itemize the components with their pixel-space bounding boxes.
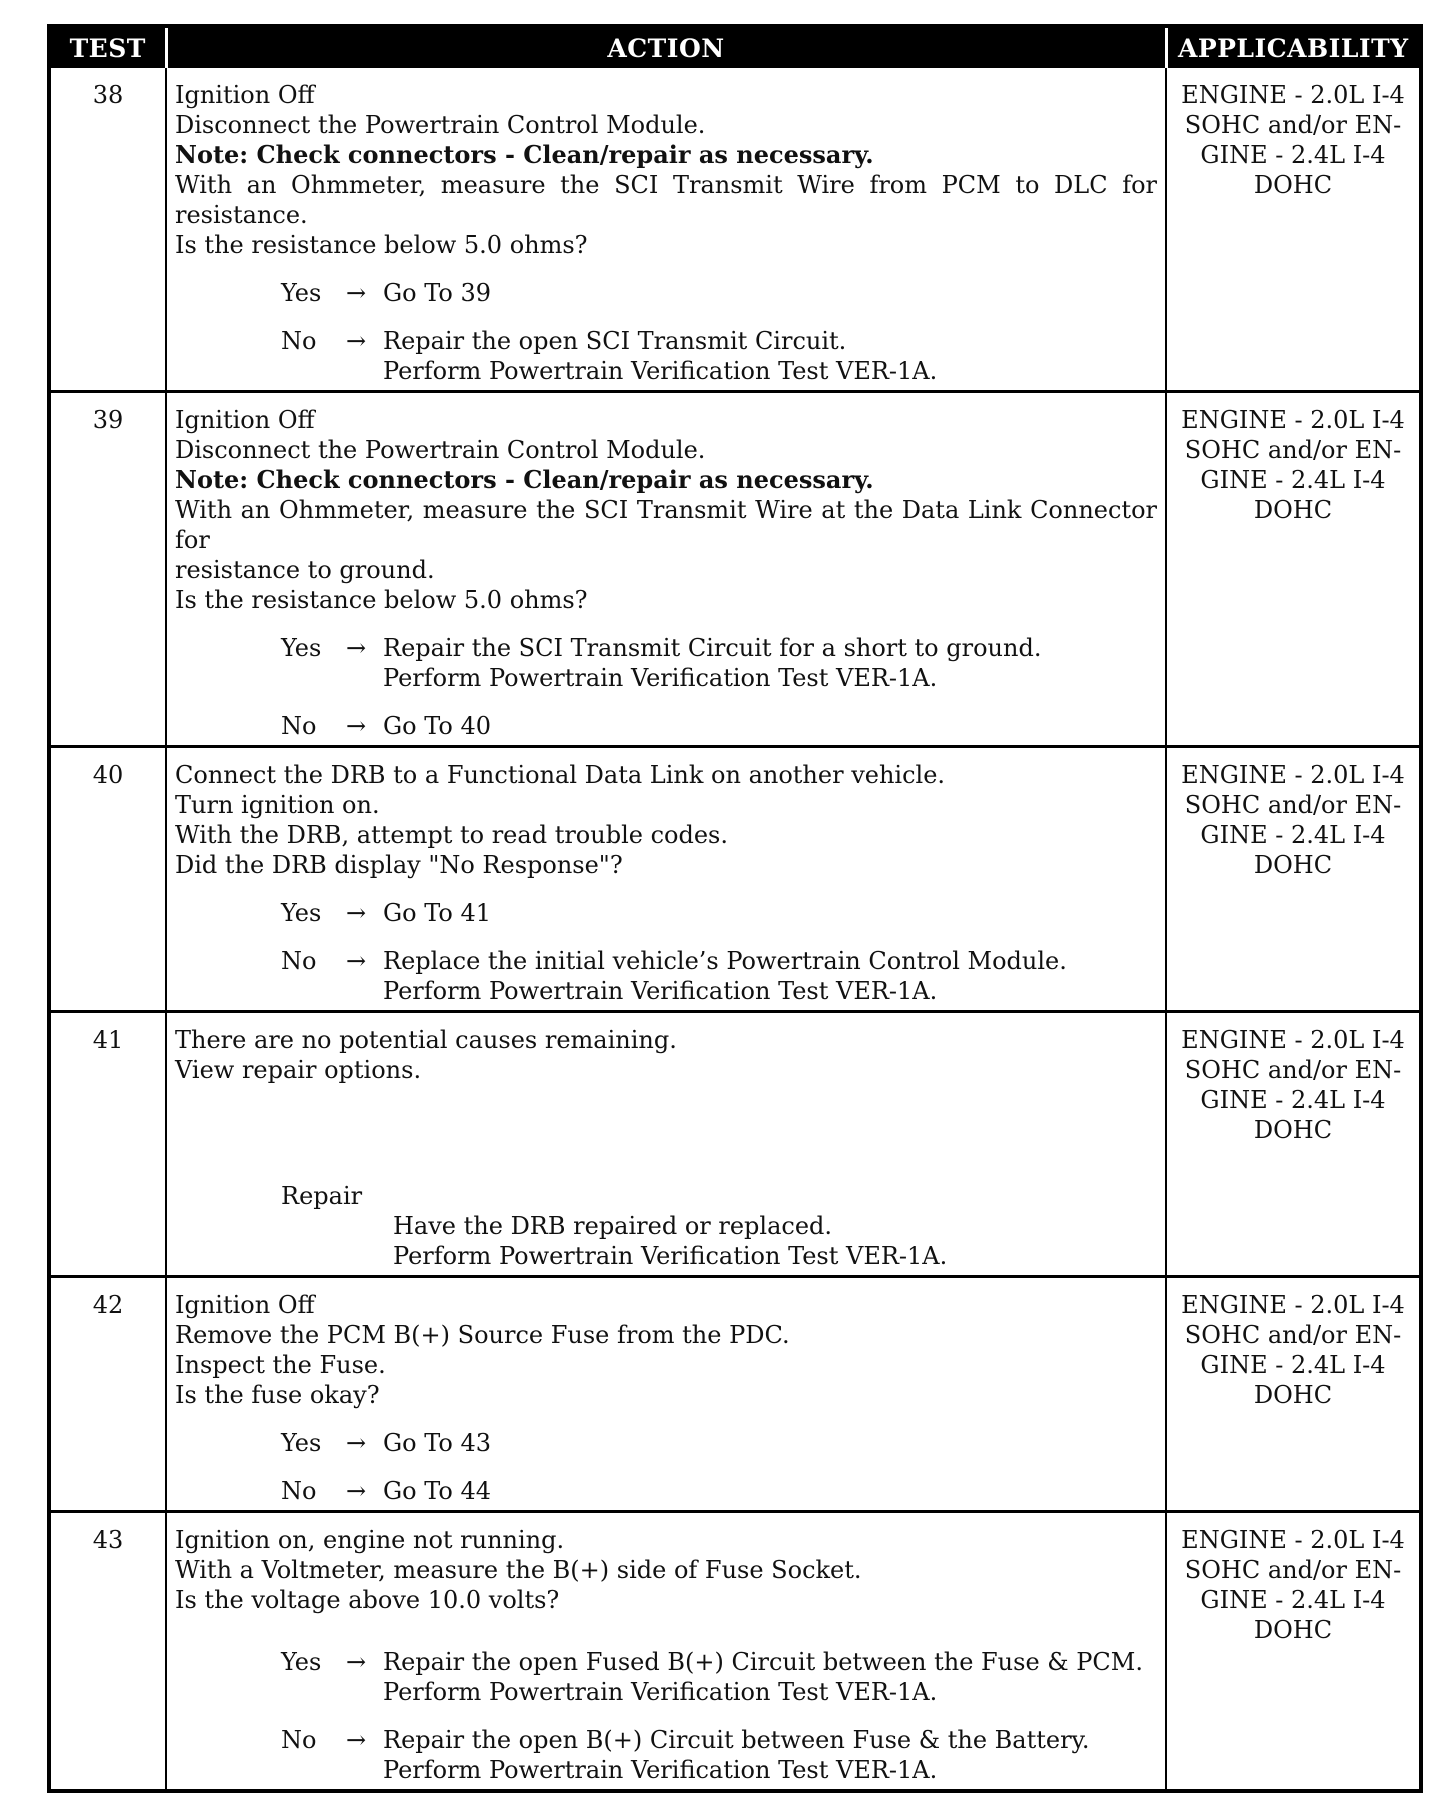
arrow-right-icon: → — [345, 712, 367, 740]
option-result — [383, 1647, 1143, 1707]
option-yes — [281, 278, 1157, 308]
arrow-right-icon: → — [345, 327, 367, 355]
option-no — [281, 711, 1157, 741]
option-yes — [281, 898, 1157, 928]
option-yes — [281, 633, 1157, 693]
applicability-line: DOHC — [1253, 1381, 1333, 1409]
option-result-line: Perform Powertrain Verification Test VER-1A. — [383, 1678, 938, 1706]
applicability-cell — [1166, 1277, 1419, 1512]
spacer — [175, 1615, 1157, 1629]
arrow-right-icon: → — [345, 1477, 367, 1505]
note-line: Note: Check connectors - Clean/repair as necessary. — [175, 465, 874, 494]
applicability-line: GINE - 2.4L I-4 — [1200, 1351, 1386, 1379]
action-line: Disconnect the Powertrain Control Module. — [175, 436, 706, 464]
test-number: 38 — [92, 81, 124, 109]
arrow-right-icon: → — [345, 279, 367, 307]
applicability-line: SOHC and/or EN- — [1184, 436, 1402, 464]
arrow-right-icon: → — [345, 899, 367, 927]
applicability-line: DOHC — [1253, 496, 1333, 524]
applicability-line: SOHC and/or EN- — [1184, 1556, 1402, 1584]
option-result-line: Repair the open Fused B(+) Circuit between the Fuse & PCM. — [383, 1648, 1143, 1676]
option-label: No — [281, 1726, 317, 1754]
option-no — [281, 1476, 1157, 1506]
table-row — [51, 747, 1419, 1012]
action-line: There are no potential causes remaining. — [175, 1026, 677, 1054]
applicability-line: DOHC — [1253, 171, 1333, 199]
option-label: Yes — [281, 1429, 322, 1457]
option-result — [383, 898, 491, 928]
applicability-line: DOHC — [1253, 1616, 1333, 1644]
applicability-line: SOHC and/or EN- — [1184, 111, 1402, 139]
option-result — [383, 711, 491, 741]
action-line: Did the DRB display "No Response"? — [175, 851, 623, 879]
repair-label: Repair — [281, 1182, 363, 1210]
action-cell — [166, 1277, 1166, 1512]
applicability-line: SOHC and/or EN- — [1184, 1321, 1402, 1349]
action-line: Connect the DRB to a Functional Data Link on another vehicle. — [175, 761, 946, 789]
test-number: 39 — [51, 392, 166, 747]
option-label: No — [281, 712, 317, 740]
action-line: Remove the PCM B(+) Source Fuse from the PDC. — [175, 1321, 790, 1349]
option-result — [383, 326, 937, 386]
option-result-line: Go To 41 — [383, 899, 492, 927]
option-label: No — [281, 1477, 317, 1505]
action-line: Is the fuse okay? — [175, 1381, 380, 1409]
option-no — [281, 946, 1157, 1006]
arrow-right-icon: → — [345, 947, 367, 975]
table-row — [51, 392, 1419, 747]
option-result-line: Go To 43 — [383, 1429, 492, 1457]
applicability-line: ENGINE - 2.0L I-4 — [1181, 81, 1405, 109]
applicability-line: ENGINE - 2.0L I-4 — [1181, 1291, 1405, 1319]
option-result-line: Replace the initial vehicle’s Powertrain Control Module. — [383, 947, 1067, 975]
action-line: Ignition Off — [175, 1291, 315, 1319]
action-line: Ignition Off — [175, 406, 315, 434]
header-test: TEST — [51, 28, 166, 68]
applicability-line: DOHC — [1253, 851, 1333, 879]
action-line: With an Ohmmeter, measure the SCI Transmit Wire from PCM to DLC for — [175, 171, 1157, 199]
applicability-line: ENGINE - 2.0L I-4 — [1181, 1526, 1405, 1554]
option-result-line: Go To 44 — [383, 1477, 492, 1505]
action-line: Turn ignition on. — [175, 791, 380, 819]
option-result — [383, 1725, 1090, 1785]
repair-result-line: Have the DRB repaired or replaced. — [393, 1212, 833, 1240]
repair-result-line: Perform Powertrain Verification Test VER-1A. — [393, 1242, 948, 1270]
option-result-line: Perform Powertrain Verification Test VER-1A. — [383, 977, 938, 1005]
option-result — [383, 278, 491, 308]
option-result-line: Go To 40 — [383, 712, 492, 740]
applicability-line: GINE - 2.4L I-4 — [1200, 1586, 1386, 1614]
action-line: With an Ohmmeter, measure the SCI Transmit Wire at the Data Link Connector for — [175, 496, 1157, 554]
test-number: 42 — [51, 1277, 166, 1512]
option-label: Yes — [281, 634, 322, 662]
option-label: Yes — [281, 279, 322, 307]
option-label: No — [281, 327, 317, 355]
arrow-right-icon: → — [345, 1648, 367, 1676]
option-result-line: Go To 39 — [383, 279, 492, 307]
action-line: Is the resistance below 5.0 ohms? — [175, 586, 588, 614]
action-line: Disconnect the Powertrain Control Module. — [175, 111, 706, 139]
applicability-line: SOHC and/or EN- — [1184, 791, 1402, 819]
option-label: No — [281, 947, 317, 975]
repair-result — [393, 1211, 1157, 1271]
applicability-line: GINE - 2.4L I-4 — [1200, 466, 1386, 494]
applicability-line: GINE - 2.4L I-4 — [1200, 1086, 1386, 1114]
action-line: Inspect the Fuse. — [175, 1351, 386, 1379]
header-applicability: APPLICABILITY — [1166, 28, 1419, 68]
test-number: 41 — [51, 1012, 166, 1277]
arrow-right-icon: → — [345, 1726, 367, 1754]
action-line: resistance to ground. — [175, 556, 435, 584]
applicability-cell — [1166, 392, 1419, 747]
applicability-line: GINE - 2.4L I-4 — [1200, 141, 1386, 169]
table-row — [51, 1277, 1419, 1512]
applicability-line: GINE - 2.4L I-4 — [1200, 821, 1386, 849]
applicability-line: SOHC and/or EN- — [1184, 1056, 1402, 1084]
applicability-cell — [1166, 1512, 1419, 1790]
applicability-cell — [1166, 747, 1419, 1012]
option-result — [383, 946, 1067, 1006]
action-cell — [166, 1512, 1166, 1790]
action-cell — [166, 68, 1166, 392]
table-row — [51, 1512, 1419, 1790]
action-cell — [166, 747, 1166, 1012]
option-result — [383, 1428, 491, 1458]
action-line: With a Voltmeter, measure the B(+) side of Fuse Socket. — [175, 1556, 862, 1584]
applicability-line: ENGINE - 2.0L I-4 — [1181, 761, 1405, 789]
applicability-cell — [1166, 1012, 1419, 1277]
option-yes — [281, 1428, 1157, 1458]
test-table — [51, 28, 1419, 1789]
option-no — [281, 1725, 1157, 1785]
option-label: Yes — [281, 899, 322, 927]
option-result — [383, 1476, 491, 1506]
action-line: resistance. — [175, 201, 308, 229]
table-row — [51, 68, 1419, 392]
option-result — [383, 633, 1041, 693]
header-action: ACTION — [166, 28, 1166, 68]
action-line: Is the voltage above 10.0 volts? — [175, 1586, 560, 1614]
option-yes — [281, 1647, 1157, 1707]
table-row — [51, 1012, 1419, 1277]
table-header-row — [51, 28, 1419, 68]
action-cell — [166, 1012, 1166, 1277]
applicability-line: DOHC — [1253, 1116, 1333, 1144]
arrow-right-icon: → — [345, 634, 367, 662]
option-result-line: Repair the open SCI Transmit Circuit. — [383, 327, 847, 355]
option-result-line: Repair the open B(+) Circuit between Fuse & the Battery. — [383, 1726, 1090, 1754]
option-result-line: Perform Powertrain Verification Test VER-1A. — [383, 1756, 938, 1784]
option-no — [281, 326, 1157, 386]
option-result-line: Repair the SCI Transmit Circuit for a short to ground. — [383, 634, 1042, 662]
action-line: View repair options. — [175, 1056, 422, 1084]
action-line: With the DRB, attempt to read trouble codes. — [175, 821, 728, 849]
applicability-line: ENGINE - 2.0L I-4 — [1181, 406, 1405, 434]
note-line: Note: Check connectors - Clean/repair as necessary. — [175, 140, 874, 169]
action-cell — [166, 392, 1166, 747]
action-line: Ignition on, engine not running. — [175, 1526, 565, 1554]
diagnostic-test-table — [47, 24, 1423, 1793]
applicability-line: ENGINE - 2.0L I-4 — [1181, 1026, 1405, 1054]
applicability-cell — [1166, 68, 1419, 392]
action-line: Is the resistance below 5.0 ohms? — [175, 231, 588, 259]
test-number: 40 — [51, 747, 166, 1012]
option-result-line: Perform Powertrain Verification Test VER-1A. — [383, 664, 938, 692]
test-number: 43 — [51, 1512, 166, 1790]
option-label: Yes — [281, 1648, 322, 1676]
action-line: Ignition Off — [175, 81, 315, 109]
arrow-right-icon: → — [345, 1429, 367, 1457]
table-body — [51, 68, 1419, 1789]
option-result-line: Perform Powertrain Verification Test VER-1A. — [383, 357, 938, 385]
